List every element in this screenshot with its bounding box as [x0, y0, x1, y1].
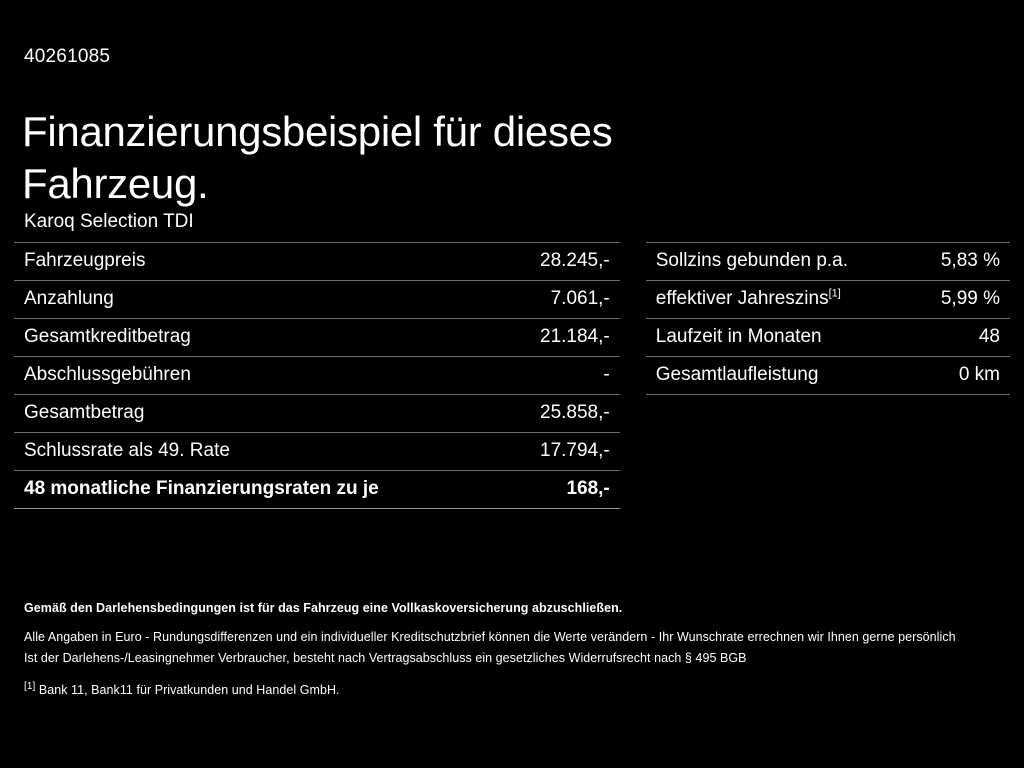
- table-row: [646, 319, 1010, 357]
- row-label: Gesamtkreditbetrag: [14, 319, 503, 357]
- row-label-text: effektiver Jahreszins: [655, 288, 829, 309]
- footnote-insurance-note: Gemäß den Darlehensbedingungen ist für das Fahrzeug eine Vollkaskoversicherung abzuschließen.: [24, 601, 623, 615]
- table-row: [14, 243, 620, 281]
- row-value: 5,83 %: [911, 243, 1010, 281]
- row-label: Abschlussgebühren: [14, 357, 503, 395]
- footnote-line-1: Alle Angaben in Euro - Rundungsdifferenzen und ein individueller Kreditschutzbrief können die Werte verändern - Ihr Wunschrate errechnen wir Ihnen gerne persönlich: [24, 630, 956, 645]
- row-value: 7.061,-: [503, 281, 620, 319]
- table-row: [14, 357, 620, 395]
- row-value: 17.794,-: [503, 433, 620, 471]
- row-value: 48: [911, 319, 1010, 357]
- table-row: [646, 281, 1010, 319]
- left-table-column: [14, 242, 620, 509]
- table-row: [14, 281, 620, 319]
- row-label: Sollzins gebunden p.a.: [646, 243, 911, 281]
- row-label: [646, 281, 911, 319]
- footnote-bank-reference: [24, 680, 1000, 700]
- footnote-bank-text: Bank 11, Bank11 für Privatkunden und Handel GmbH.: [38, 682, 340, 697]
- row-value: 28.245,-: [503, 243, 620, 281]
- row-value: 21.184,-: [503, 319, 620, 357]
- page-title: Finanzierungsbeispiel für dieses Fahrzeug.: [22, 108, 613, 208]
- financing-table-left: [14, 242, 620, 509]
- row-value: -: [503, 357, 620, 395]
- reference-number: 40261085: [24, 46, 111, 67]
- footnote-line-2: Ist der Darlehens-/Leasingnehmer Verbraucher, besteht nach Vertragsabschluss ein gesetzliches Widerrufsrecht nach § 495 BGB: [24, 650, 747, 665]
- table-row: [14, 395, 620, 433]
- row-value: 25.858,-: [503, 395, 620, 433]
- row-label: Anzahlung: [14, 281, 503, 319]
- table-row: [646, 357, 1010, 395]
- row-label: Laufzeit in Monaten: [646, 319, 911, 357]
- footnotes-block: [24, 598, 1000, 700]
- financing-table-right: [646, 242, 1010, 395]
- finance-tables: [14, 242, 1010, 509]
- vehicle-model-label: Karoq Selection TDI: [24, 211, 194, 232]
- table-row-monthly-rate: [14, 471, 620, 509]
- table-row: [646, 243, 1010, 281]
- row-label: 48 monatliche Finanzierungsraten zu je: [14, 471, 503, 509]
- row-value: 5,99 %: [911, 281, 1010, 319]
- row-value: 168,-: [503, 471, 620, 509]
- row-label: Gesamtlaufleistung: [646, 357, 911, 395]
- footnote-marker: [1]: [828, 287, 841, 300]
- table-row: [14, 433, 620, 471]
- row-label: Fahrzeugpreis: [14, 243, 503, 281]
- row-value: 0 km: [911, 357, 1010, 395]
- row-label: Schlussrate als 49. Rate: [14, 433, 503, 471]
- footnote-marker: [1]: [24, 680, 36, 692]
- table-row: [14, 319, 620, 357]
- right-table-column: [646, 242, 1010, 509]
- row-label: Gesamtbetrag: [14, 395, 503, 433]
